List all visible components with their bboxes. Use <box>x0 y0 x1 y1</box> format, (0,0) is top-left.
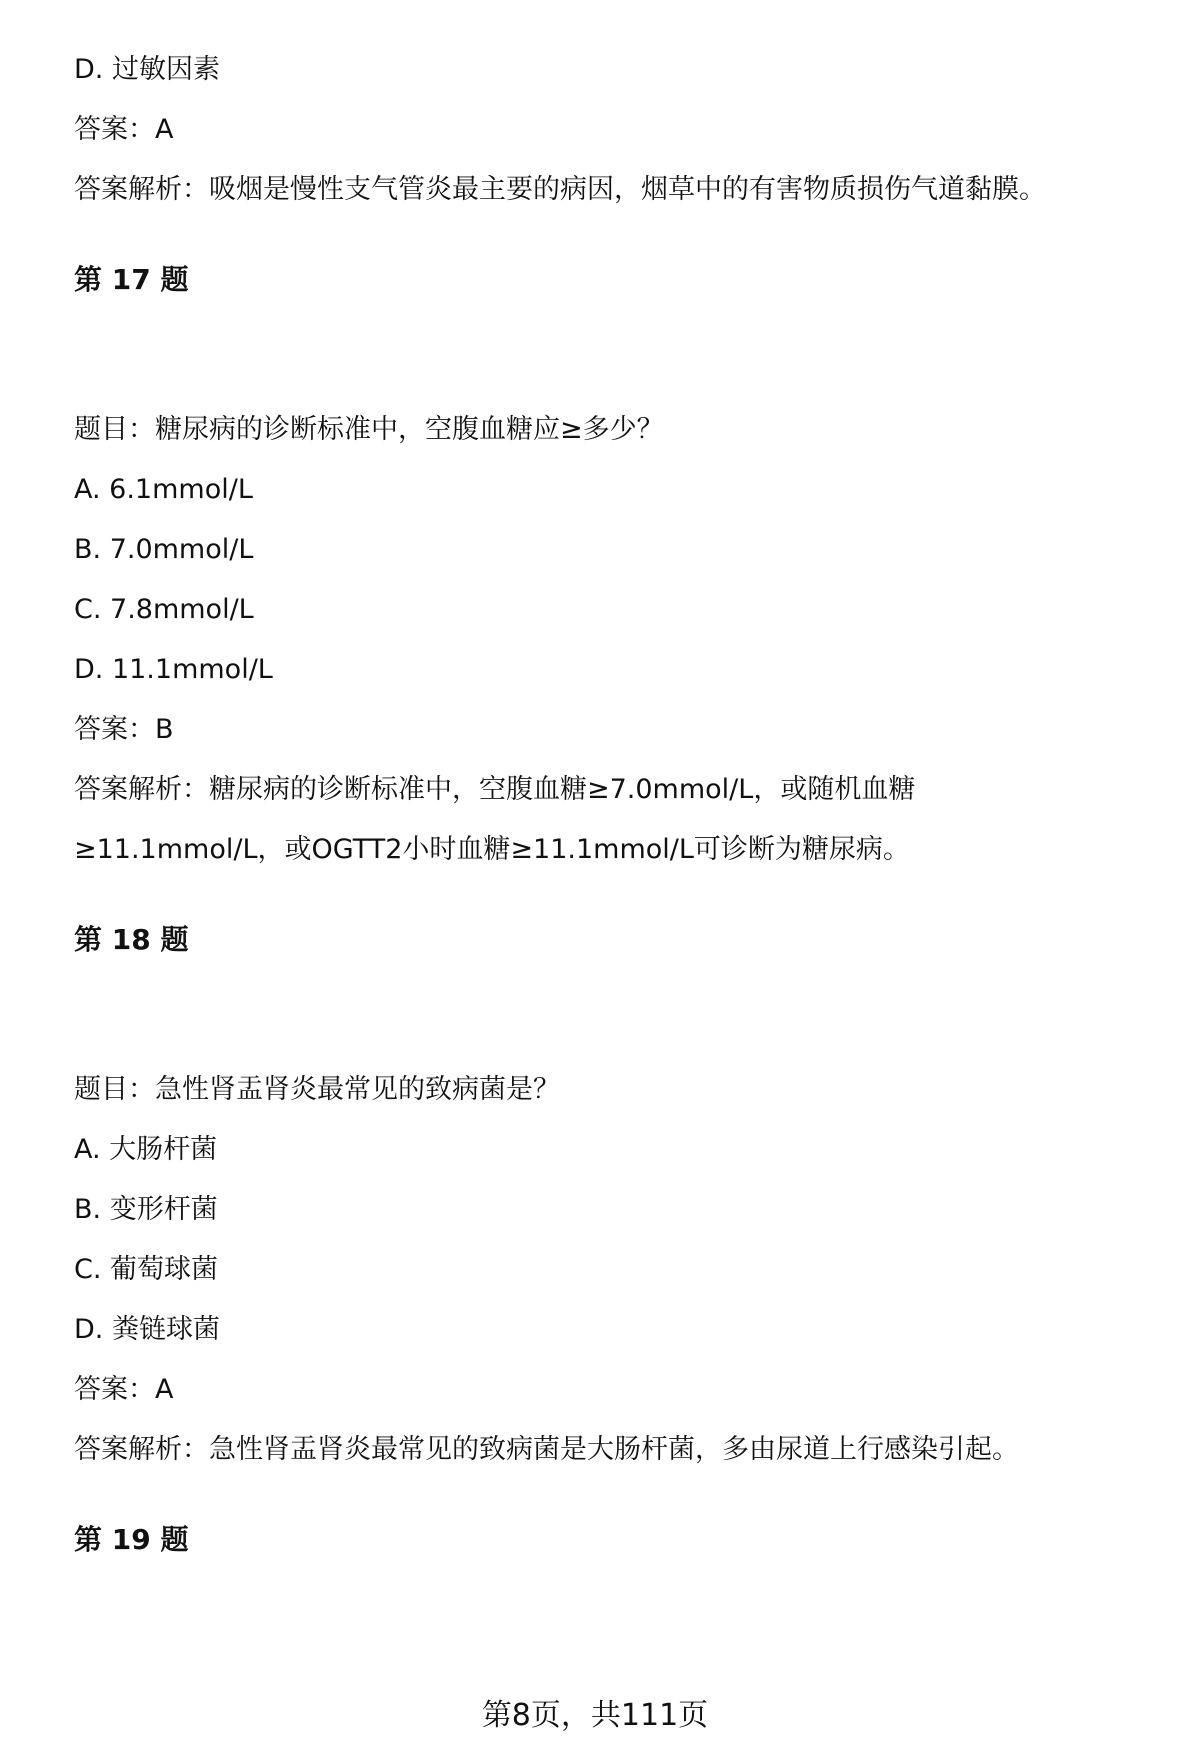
page-number-footer: 第8页，共111页 <box>481 1698 709 1733</box>
q18-explanation: 答案解析：急性肾盂肾炎最常见的致病菌是大肠杆菌，多由尿道上行感染引起。 <box>74 1434 1019 1465</box>
q17-option-a: A. 6.1mmol/L <box>74 474 253 505</box>
q18-answer: 答案：A <box>74 1374 174 1405</box>
q17-explanation-line2: ≥11.1mmol/L，或OGTT2小时血糖≥11.1mmol/L可诊断为糖尿病。 <box>74 834 910 865</box>
prev-option-d: D. 过敏因素 <box>74 54 220 85</box>
prev-answer: 答案：A <box>74 114 174 145</box>
q17-option-b: B. 7.0mmol/L <box>74 534 254 565</box>
prev-explanation: 答案解析：吸烟是慢性支气管炎最主要的病因，烟草中的有害物质损伤气道黏膜。 <box>74 174 1046 205</box>
q18-option-a: A. 大肠杆菌 <box>74 1134 218 1165</box>
q18-heading: 第 18 题 <box>74 923 189 956</box>
q19-heading: 第 19 题 <box>74 1523 189 1556</box>
q18-option-d: D. 粪链球菌 <box>74 1314 220 1345</box>
q17-explanation-line1: 答案解析：糖尿病的诊断标准中，空腹血糖≥7.0mmol/L，或随机血糖 <box>74 774 916 805</box>
q17-heading: 第 17 题 <box>74 263 189 296</box>
q18-option-b: B. 变形杆菌 <box>74 1194 218 1225</box>
q18-question: 题目：急性肾盂肾炎最常见的致病菌是？ <box>74 1074 560 1105</box>
q18-option-c: C. 葡萄球菌 <box>74 1254 219 1285</box>
q17-answer: 答案：B <box>74 714 174 745</box>
q17-option-c: C. 7.8mmol/L <box>74 594 254 625</box>
q17-option-d: D. 11.1mmol/L <box>74 654 273 685</box>
q17-question: 题目：糖尿病的诊断标准中，空腹血糖应≥多少？ <box>74 414 664 445</box>
